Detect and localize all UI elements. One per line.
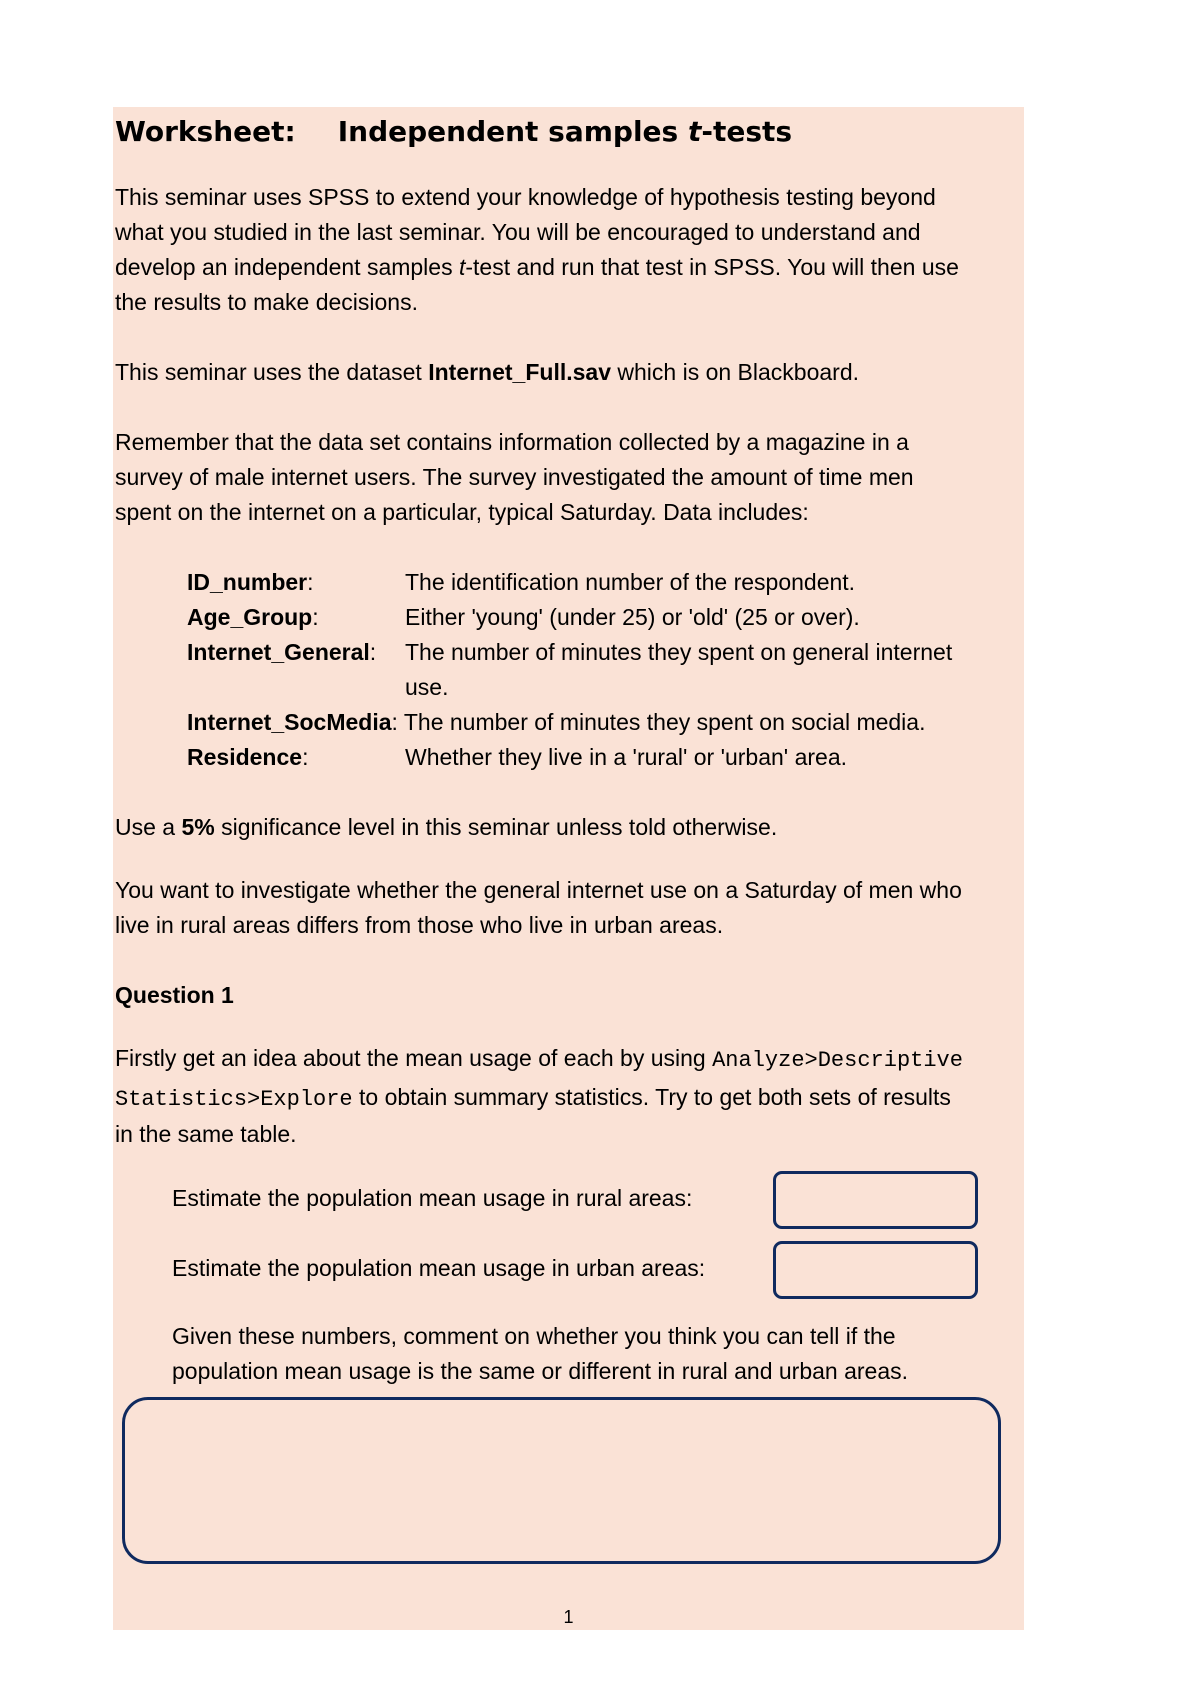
page-number: 1 <box>563 1607 574 1627</box>
remember-paragraph <box>115 425 1025 530</box>
variable-description-cont: use. <box>405 674 449 700</box>
variable-description: The number of minutes they spent on general internet <box>405 639 953 665</box>
variable-description: Either 'young' (under 25) or 'old' (25 or over). <box>405 604 860 630</box>
variable-name: Residence <box>187 744 303 770</box>
variable-name: Internet_General <box>187 639 370 665</box>
variable-colon: : <box>369 639 377 665</box>
question-heading <box>115 978 1025 1013</box>
question-instructions <box>115 1041 1025 1152</box>
title-italic-t: t <box>687 115 702 148</box>
variable-colon: : <box>307 569 314 595</box>
variable-colon: : <box>302 744 309 770</box>
page-title <box>115 115 792 148</box>
variable-description: The identification number of the respondent. <box>405 569 856 595</box>
question-text: Firstly get an idea about the mean usage of each by using <box>115 1045 713 1071</box>
urban-mean-answer-box[interactable] <box>773 1241 978 1299</box>
variable-name: Internet_SocMedia <box>187 709 392 735</box>
variable-description: The number of minutes they spent on social media. <box>397 709 926 735</box>
dataset-filename: Internet_Full.sav <box>428 359 611 385</box>
rural-mean-label: Estimate the population mean usage in rural areas: <box>172 1185 693 1211</box>
intro-line: the results to make decisions. <box>115 289 418 315</box>
variable-row <box>187 635 953 700</box>
variable-description: Whether they live in a 'rural' or 'urban' area. <box>405 744 847 770</box>
intro-line: what you studied in the last seminar. You will be encouraged to understand and <box>115 219 921 245</box>
menu-path-code: Analyze>Descriptive <box>712 1048 963 1073</box>
title-suffix: -tests <box>701 115 793 148</box>
variable-row <box>187 740 847 775</box>
remember-line: Remember that the data set contains information collected by a magazine in a <box>115 429 909 455</box>
question-text: to obtain summary statistics. Try to get both sets of results <box>352 1084 951 1110</box>
intro-text: develop an independent samples <box>115 254 459 280</box>
comment-line: Given these numbers, comment on whether you think you can tell if the <box>172 1323 896 1349</box>
intro-paragraph <box>115 180 1025 320</box>
variable-name: ID_number <box>187 569 308 595</box>
significance-text: Use a <box>115 814 182 840</box>
variable-list <box>113 565 1024 770</box>
title-prefix: Worksheet: <box>115 115 296 148</box>
variable-colon: : <box>391 709 398 735</box>
title-main: Independent samples <box>337 115 688 148</box>
dataset-text: This seminar uses the dataset <box>115 359 429 385</box>
dataset-text: which is on Blackboard. <box>611 359 860 385</box>
comment-answer-box[interactable] <box>122 1397 1001 1564</box>
significance-text: significance level in this seminar unless told otherwise. <box>214 814 778 840</box>
comment-prompt <box>172 1319 1012 1389</box>
significance-value: 5% <box>181 814 215 840</box>
variable-name: Age_Group <box>187 604 313 630</box>
rural-mean-answer-box[interactable] <box>773 1171 978 1229</box>
urban-mean-label: Estimate the population mean usage in urban areas: <box>172 1255 706 1281</box>
remember-line: spent on the internet on a particular, typical Saturday. Data includes: <box>115 499 809 525</box>
question-line <box>115 1041 1025 1078</box>
question-line: in the same table. <box>115 1121 297 1147</box>
intro-line <box>115 250 1025 285</box>
worksheet-page <box>113 107 1024 1630</box>
investigate-line: You want to investigate whether the general internet use on a Saturday of men who <box>115 877 962 903</box>
intro-italic-t: t <box>458 254 466 280</box>
question-line <box>115 1080 1025 1117</box>
investigate-line: live in rural areas differs from those who live in urban areas. <box>115 912 724 938</box>
comment-line: population mean usage is the same or different in rural and urban areas. <box>172 1358 909 1384</box>
variable-colon: : <box>312 604 319 630</box>
significance-paragraph <box>115 810 1025 845</box>
dataset-paragraph <box>115 355 1025 390</box>
remember-line: survey of male internet users. The survey investigated the amount of time men <box>115 464 914 490</box>
menu-path-code: Statistics>Explore <box>115 1087 353 1112</box>
question-title: Question 1 <box>115 982 234 1008</box>
variable-row <box>187 705 925 740</box>
variable-row <box>187 600 860 635</box>
intro-line: This seminar uses SPSS to extend your knowledge of hypothesis testing beyond <box>115 184 936 210</box>
investigate-paragraph <box>115 873 1025 943</box>
intro-text: -test and run that test in SPSS. You will then use <box>465 254 959 280</box>
variable-row <box>187 565 856 600</box>
